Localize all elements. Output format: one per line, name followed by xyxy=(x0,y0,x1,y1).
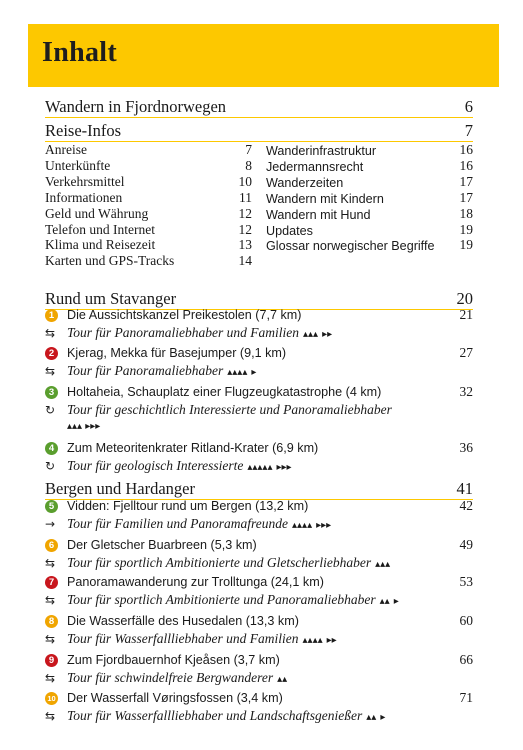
tour-rating-icons: ▴▴▴ ▸▸▸ xyxy=(67,421,101,432)
reise-item-label[interactable]: Klima und Reisezeit xyxy=(45,237,156,253)
swap-arrows-icon: ⇆ xyxy=(45,709,56,723)
tour-number-badge: 4 xyxy=(45,442,58,455)
tour-page: 66 xyxy=(459,652,473,667)
section-title: Reise-Infos xyxy=(45,121,122,140)
section-rule xyxy=(45,117,473,118)
difficulty-people-icons: ▴▴ xyxy=(277,674,288,685)
tour-title[interactable]: Zum Meteoritenkrater Ritland-Krater (6,9 km) xyxy=(67,441,319,455)
swap-arrows-icon: ⇆ xyxy=(45,671,56,685)
tour-description: Tour für Panoramaliebhaber und Familien ▴▴▴ ▸▸ xyxy=(67,325,333,340)
reise-item-page: 17 xyxy=(459,173,473,189)
section-title: Bergen und Hardanger xyxy=(45,479,195,498)
tour-title[interactable]: Vidden: Fjelltour rund um Bergen (13,2 km) xyxy=(67,499,309,513)
reise-item-label[interactable]: Informationen xyxy=(45,189,123,205)
tour-description: Tour für Wasserfallliebhaber und Landschaftsgenießer ▴▴ ▸ xyxy=(67,708,386,723)
difficulty-people-icons: ▴▴▴▴ xyxy=(292,520,313,531)
difficulty-people-icons: ▴▴▴▴ xyxy=(302,635,323,646)
reise-item-page: 7 xyxy=(245,142,252,157)
dog-suitability-icons: ▸ xyxy=(251,367,257,378)
section-rule xyxy=(45,141,473,142)
dog-suitability-icons: ▸ xyxy=(393,596,399,607)
page-title: Inhalt xyxy=(42,37,117,68)
tour-title[interactable]: Die Aussichtskanzel Preikestolen (7,7 km) xyxy=(67,308,302,322)
reise-item-page: 19 xyxy=(459,237,473,253)
tour-title[interactable]: Holtaheia, Schauplatz einer Flugzeugkatastrophe (4 km) xyxy=(67,385,382,399)
tour-title[interactable]: Die Wasserfälle des Husedalen (13,3 km) xyxy=(67,614,299,628)
tour-page: 71 xyxy=(459,690,473,705)
loop-arrow-icon: ↻ xyxy=(45,459,56,473)
swap-arrows-icon: ⇆ xyxy=(45,556,56,570)
tour-description: Tour für sportlich Ambitionierte und Gletscherliebhaber ▴▴▴ xyxy=(67,555,391,570)
tour-title[interactable]: Der Wasserfall Vøringsfossen (3,4 km) xyxy=(67,691,283,705)
tour-number-badge: 9 xyxy=(45,654,58,667)
tour-title[interactable]: Der Gletscher Buarbreen (5,3 km) xyxy=(67,538,257,552)
tour-description: Tour für schwindelfreie Bergwanderer ▴▴ xyxy=(67,670,288,685)
tour-page: 60 xyxy=(459,613,473,628)
right-arrow-icon: → xyxy=(45,517,56,531)
section-page: 20 xyxy=(456,289,473,308)
reise-item-page: 11 xyxy=(239,189,252,205)
reise-item-label[interactable]: Wanderzeiten xyxy=(266,175,344,190)
section-title: Wandern in Fjordnorwegen xyxy=(45,97,227,116)
tour-page: 42 xyxy=(459,498,473,513)
tour-description: Tour für geologisch Interessierte ▴▴▴▴▴ ▸▸▸ xyxy=(67,458,292,473)
reise-item-page: 13 xyxy=(238,237,252,253)
reise-item-label[interactable]: Anreise xyxy=(45,142,87,157)
tour-title[interactable]: Kjerag, Mekka für Basejumper (9,1 km) xyxy=(67,346,287,360)
tour-number-badge: 6 xyxy=(45,539,58,552)
tour-title[interactable]: Panoramawanderung zur Trolltunga (24,1 km) xyxy=(67,575,324,589)
difficulty-people-icons: ▴▴ xyxy=(366,712,377,723)
reise-item-page: 16 xyxy=(459,142,473,157)
tour-page: 53 xyxy=(459,574,473,589)
dog-suitability-icons: ▸▸ xyxy=(326,635,337,646)
tour-number-badge: 10 xyxy=(45,692,58,705)
dog-suitability-icons: ▸▸ xyxy=(322,329,333,340)
reise-item-page: 8 xyxy=(245,157,252,173)
reise-item-page: 17 xyxy=(459,189,473,205)
tour-page: 21 xyxy=(459,307,473,322)
reise-item-page: 14 xyxy=(238,253,252,269)
reise-item-label[interactable]: Wandern mit Kindern xyxy=(266,191,384,206)
difficulty-people-icons: ▴▴▴▴ xyxy=(227,367,248,378)
reise-item-label[interactable]: Telefon und Internet xyxy=(45,221,156,237)
tour-description: Tour für sportlich Ambitionierte und Panoramaliebhaber ▴▴ ▸ xyxy=(67,592,399,607)
reise-item-label[interactable]: Geld und Währung xyxy=(45,205,149,221)
difficulty-people-icons: ▴▴▴ xyxy=(375,559,391,570)
tour-description: Tour für geschichtlich Interessierte und Panoramaliebhaber xyxy=(67,402,392,417)
reise-item-page: 16 xyxy=(459,157,473,173)
tour-page: 36 xyxy=(459,440,473,455)
difficulty-people-icons: ▴▴▴▴▴ xyxy=(247,462,273,473)
reise-item-label[interactable]: Jedermannsrecht xyxy=(266,159,364,174)
tour-number-badge: 1 xyxy=(45,309,58,322)
tour-title[interactable]: Zum Fjordbauernhof Kjeåsen (3,7 km) xyxy=(67,653,280,667)
tour-page: 32 xyxy=(459,384,473,399)
swap-arrows-icon: ⇆ xyxy=(45,593,56,607)
reise-item-label[interactable]: Karten und GPS-Tracks xyxy=(45,253,175,269)
section-page: 41 xyxy=(456,479,473,498)
tour-description: Tour für Panoramaliebhaber ▴▴▴▴ ▸ xyxy=(67,363,257,378)
dog-suitability-icons: ▸▸▸ xyxy=(276,462,292,473)
section-page: 6 xyxy=(464,97,473,116)
tour-description: Tour für Familien und Panoramafreunde ▴▴▴▴ ▸▸▸ xyxy=(67,516,332,531)
reise-item-label[interactable]: Verkehrsmittel xyxy=(45,173,125,189)
reise-item-page: 18 xyxy=(459,205,473,221)
reise-item-label[interactable]: Wanderinfrastruktur xyxy=(266,144,377,158)
reise-item-label[interactable]: Glossar norwegischer Begriffe xyxy=(266,239,435,254)
tour-number-badge: 3 xyxy=(45,386,58,399)
swap-arrows-icon: ⇆ xyxy=(45,364,56,378)
difficulty-people-icons: ▴▴▴ xyxy=(303,329,319,340)
section-page: 7 xyxy=(464,121,473,140)
tour-number-badge: 8 xyxy=(45,615,58,628)
swap-arrows-icon: ⇆ xyxy=(45,326,56,340)
title-banner xyxy=(28,24,499,87)
reise-item-page: 12 xyxy=(238,205,252,221)
dog-suitability-icons: ▸▸▸ xyxy=(316,520,332,531)
tour-number-badge: 5 xyxy=(45,500,58,513)
loop-arrow-icon: ↻ xyxy=(45,403,56,417)
swap-arrows-icon: ⇆ xyxy=(45,632,56,646)
reise-item-label[interactable]: Wandern mit Hund xyxy=(266,207,371,222)
tour-number-badge: 2 xyxy=(45,347,58,360)
tour-number-badge: 7 xyxy=(45,576,58,589)
reise-item-page: 10 xyxy=(238,173,252,189)
tour-page: 27 xyxy=(459,345,473,360)
dog-suitability-icons: ▸ xyxy=(380,712,386,723)
tour-page: 49 xyxy=(459,537,473,552)
reise-item-page: 12 xyxy=(238,221,252,237)
tour-description: Tour für Wasserfallliebhaber und Familien ▴▴▴▴ ▸▸ xyxy=(67,631,337,646)
difficulty-people-icons: ▴▴ xyxy=(379,596,390,607)
reise-item-label[interactable]: Unterkünfte xyxy=(45,157,111,173)
section-title: Rund um Stavanger xyxy=(45,289,177,308)
reise-item-label[interactable]: Updates xyxy=(266,223,313,238)
reise-item-page: 19 xyxy=(459,221,473,237)
